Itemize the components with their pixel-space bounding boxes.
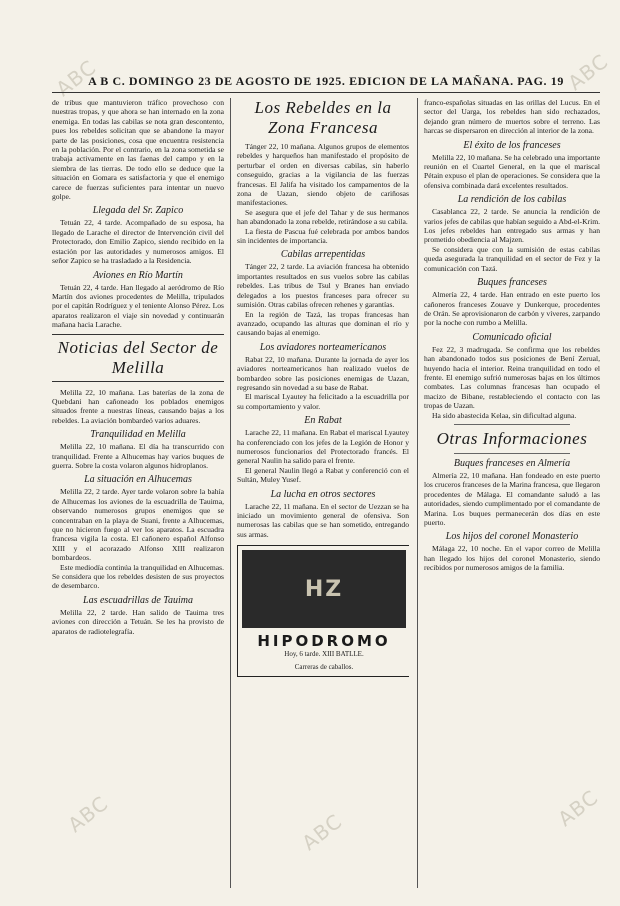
article-text: Melilla 22, 10 mañana. El día ha transcurrido con tranquilidad. Frente a Alhucemas hay varios buques de guerra. Sobre la costa volaron algunos hidroplanos. <box>52 442 224 470</box>
article-text: Tánger 22, 10 mañana. Algunos grupos de elementos rebeldes y harqueños han manifestado el propósito de perturbar el orden en diversas cabilas, sin haberlo conseguido, gracias a la vigilancia de las fuerzas francesas. El Jalifa ha visitado los campamentos de la zona de Uazan, siendo objeto de cariñosas manifestaciones. <box>237 142 409 208</box>
article-text: Melilla 22, 10 mañana. Las baterías de la zona de Quebdani han cañoneado los poblados enemigos situados frente a nuestras líneas, causando bajas a los rebeldes. La aviación bombardeó varios aduares. <box>52 387 224 425</box>
column-2 <box>237 98 409 888</box>
column-1 <box>52 98 224 888</box>
article-text: Se considera que con la sumisión de estas cabilas queda asegurada la tranquilidad en el sector de Fez y la comunicación con Tazá. <box>424 244 600 273</box>
article-text: Melilla 22, 10 mañana. Se ha celebrado una importante reunión en el Cuartel General, en la que el mariscal Pétain expuso el plan de operaciones. Se considera que la ofensiva combinada dará excelentes resultados. <box>424 152 600 190</box>
article-text: En la región de Tazá, las tropas francesas han avanzado, ocupando las alturas que dominan el río y causando bajas al enemigo. <box>237 309 409 338</box>
watermark: ABC <box>563 48 613 96</box>
column-rule <box>417 98 418 888</box>
article-text: Larache 22, 11 mañana. En el sector de Uezzan se ha iniciado un movimiento general de ofensiva. Son numerosas las cabilas que se han sometido, entregando sus armas. <box>237 501 409 539</box>
advertisement-title: HIPODROMO <box>257 632 391 651</box>
article-text: Tetuán 22, 4 tarde. Han llegado al aeródromo de Río Martín dos aviones procedentes de Melilla, tripulados por el capitán Rodríguez y el teniente Alonso Pérez. Los aparatos realizaron el viaje sin novedad y continuarán mañana hacia Larache. <box>52 282 224 330</box>
section-heading: La situación en Alhucemas <box>84 474 192 486</box>
article-text: El general Naulin llegó a Rabat y conferenció con el Sultán, Muley Yusef. <box>237 465 409 485</box>
article-text: Tetuán 22, 4 tarde. Acompañado de su esposa, ha llegado de Larache el director de Intervención civil del Protectorado, don Emilio Zapico, siendo recibido en la estación por las autoridades y numerosos amigos. El señor Zapico se ha trasladado a la Residencia. <box>52 218 224 266</box>
article-text: Tánger 22, 2 tarde. La aviación francesa ha obtenido importantes resultados en sus vuelos sobre las cabilas rebeldes. Las tribus de Tsul y Branes han enviado delegados a los puestos franceses para ofrecer su sumisión. Otras cabilas ofrecen rehenes y garantías. <box>237 262 409 310</box>
section-heading: Buques franceses <box>477 277 547 289</box>
article-text: Almería 22, 4 tarde. Han entrado en este puerto los cañoneros franceses Zouave y Dunkerque, procedentes de Orán. Se aprovisionaron de carbón y víveres, zarpando por la noche con rumbo a Melilla. <box>424 290 600 328</box>
watermark: ABC <box>553 784 603 832</box>
article-text: Melilla 22, 2 tarde. Han salido de Tauima tres aviones con dirección a Tetuán. Se les ha provisto de aparatos de radiotelegrafía. <box>52 607 224 636</box>
article-text: Rabat 22, 10 mañana. Durante la jornada de ayer los aviadores norteamericanos han realizado vuelos de bombardeo sobre las posiciones enemigas de Uazan, regresando sin novedad a su base de Rabat. <box>237 354 409 392</box>
advertisement-subtitle: Hoy, 6 tarde. XIII BATLLE. <box>284 650 364 659</box>
section-heading: En Rabat <box>304 415 342 427</box>
section-headline: Otras Informaciones <box>436 428 588 448</box>
section-heading: La rendición de los cabilas <box>457 194 567 206</box>
watermark: ABC <box>51 54 101 102</box>
advertisement-subtitle: Carreras de caballos. <box>294 663 354 672</box>
divider <box>454 424 570 425</box>
section-heading: Comunicado oficial <box>472 331 552 343</box>
article-text: Larache 22, 11 mañana. En Rabat el mariscal Lyautey ha conferenciado con los jefes de la Legión de Honor y numerosos funcionarios del Protectorado francés. El general Naulin ha salido para el frente. <box>237 428 409 466</box>
article-text: Ha sido abastecida Kelaa, sin dificultad alguna. <box>432 410 577 420</box>
watermark: ABC <box>297 808 347 856</box>
section-headline: Noticias del Sector de Melilla <box>52 334 224 382</box>
section-heading: Llegada del Sr. Zapico <box>92 205 184 217</box>
watermark: ABC <box>63 790 113 838</box>
article-text: Este mediodía continúa la tranquilidad en Alhucemas. Se considera que los rebeldes desisten de sus proyectos de desembarco. <box>52 562 224 591</box>
advertisement-graphic: HZ <box>242 550 406 628</box>
section-headline: Los Rebeldes en la Zona Francesa <box>254 98 392 137</box>
section-heading: Tranquilidad en Melilla <box>90 429 186 441</box>
section-heading: Los aviadores norteamericanos <box>259 341 387 353</box>
section-heading: Buques franceses en Almería <box>453 457 571 469</box>
article-text: Almería 22, 10 mañana. Han fondeado en este puerto los cruceros franceses de la Marina francesa, que llegaron procedentes de Málaga. El comandante saludó a las autoridades, siendo cumplimentado por el comandante de Marina. Los buques permanecerán dos días en este puerto. <box>424 470 600 527</box>
hipodromo-advertisement <box>237 545 409 677</box>
section-heading: Aviones en Río Martín <box>93 269 183 281</box>
section-heading: Las escuadrillas de Tauima <box>83 594 193 606</box>
article-text: franco-españolas situadas en las orillas del Lucus. En el sector del Uarga, los rebeldes han sido rechazados, dejando gran número de muertos sobre el terreno. Las harcas se dispersaron en dirección al interior de la zona. <box>424 98 600 136</box>
article-text: Casablanca 22, 2 tarde. Se anuncia la rendición de varios jefes de cabilas que habían seguido a Abd-el-Krim. Los jefes rebeldes han entregado sus armas y han prometido obediencia al Majzen. <box>424 207 600 245</box>
article-text: Málaga 22, 10 noche. En el vapor correo de Melilla han llegado los hijos del coronel Monasterio, siendo recibidos por numerosos amigos de la familia. <box>424 544 600 573</box>
article-text: Melilla 22, 2 tarde. Ayer tarde volaron sobre la bahía de Alhucemas los aviones de la escuadrilla de Tauima, observando numerosos grupos enemigos que se concentraban en la playa de Suani, frente a Alhucemas, que no hicieron fuego al ver los aparatos. La escuadra francesa vigila la costa. El cañonero español Alfonso XIII y el acorazado Alfonso XIII realizaron bombardeos. <box>52 487 224 563</box>
article-text: La fiesta de Pascua fué celebrada por ambos bandos sin incidentes de importancia. <box>237 226 409 246</box>
newspaper-page <box>52 70 603 890</box>
column-3 <box>424 98 603 888</box>
section-heading: La lucha en otros sectores <box>270 488 376 500</box>
masthead: A B C. DOMINGO 23 DE AGOSTO DE 1925. EDICION DE LA MAÑANA. PAG. 19 <box>52 70 600 93</box>
section-heading: El éxito de los franceses <box>463 139 561 151</box>
section-heading: Cabilas arrepentidas <box>280 249 366 261</box>
article-text: Se asegura que el jefe del Tahar y de sus hermanos han abandonado la zona rebelde, retirándose a su cabila. <box>237 207 409 227</box>
column-rule <box>230 98 231 888</box>
article-text: El mariscal Lyautey ha felicitado a la escuadrilla por su comportamiento y valor. <box>237 392 409 411</box>
article-text: Fez 22, 3 madrugada. Se confirma que los rebeldes han abandonado todos sus posiciones de Bení Zerual, huyendo hacia el interior. Reina tranquilidad en todo el frente. El enemigo sufrió numerosas bajas en los últimos combates. Las columnas francesas han ocupado el macizo de Bibane, restableciendo el contacto con las tropas de Uazan. <box>424 344 600 411</box>
divider <box>454 453 570 454</box>
article-text: de tribus que mantuvieron tráfico provechoso con nuestras tropas, y que ahora se han internado en la zona enemiga. En todas las cabilas se nota gran descontento, pues los rebeldes solicitan que se abandone la mayor parte de las posiciones, cosa que encuentra resistencia en la población. Por el contrario, en la zona sometida se trabaja activamente en las faenas del campo y en la siembra de las tierras. De todo ello se deduce que la situación en Gomara es satisfactoria y que el enemigo carece de fuerzas suficientes para intentar un nuevo golpe. <box>52 98 224 202</box>
section-heading: Los hijos del coronel Monasterio <box>445 531 579 543</box>
